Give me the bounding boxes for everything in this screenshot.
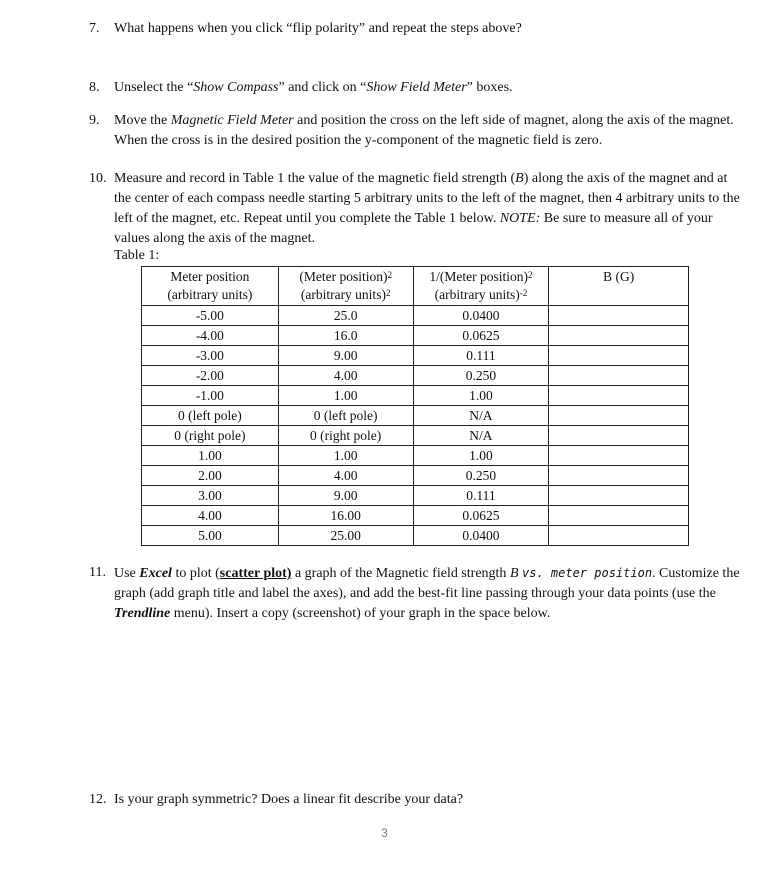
- table-cell: [549, 426, 689, 446]
- table-cell: 0.0400: [413, 526, 549, 546]
- table-cell: 16.0: [278, 326, 413, 346]
- question-text: What happens when you click “flip polarity” and repeat the steps above?: [114, 21, 522, 36]
- table-cell: 0.250: [413, 366, 549, 386]
- table-row: [142, 466, 689, 486]
- table-row: [142, 366, 689, 386]
- table-header-row: [142, 267, 689, 306]
- table-cell: 0.111: [413, 486, 549, 506]
- table-cell: 0.0625: [413, 326, 549, 346]
- question-number: 8.: [89, 80, 100, 95]
- table-cell: 0.111: [413, 346, 549, 366]
- header-inverse-square: 1/(Meter position)$^2$ (arbitrary units)$^{-2}$: [413, 267, 549, 306]
- table-cell: -4.00: [142, 326, 279, 346]
- note-label: NOTE:: [499, 211, 541, 226]
- table-cell: N/A: [413, 406, 549, 426]
- table-row: [142, 486, 689, 506]
- table-cell: -3.00: [142, 346, 279, 366]
- header-meter-position-squared: (Meter position)$^2$ (arbitrary units)$^2$: [278, 267, 413, 306]
- question-number: 11.: [89, 565, 106, 580]
- header-b-field: B (G): [549, 267, 689, 306]
- table-cell: [549, 526, 689, 546]
- show-field-meter-term: Show Field Meter: [366, 80, 467, 95]
- table-cell: 16.00: [278, 506, 413, 526]
- question-text: Use Excel to plot (scatter plot) a graph of the Magnetic field strength B vs. meter position. Customize the graph (add graph title and label the axes), and add the best-fit line passing through your data points (use the Trendline menu). Insert a copy (screenshot) of your graph in the space below.: [114, 566, 740, 621]
- table-cell: 5.00: [142, 526, 279, 546]
- table-row: [142, 306, 689, 326]
- table-cell: [549, 446, 689, 466]
- table-cell: -1.00: [142, 386, 279, 406]
- show-compass-term: Show Compass: [193, 80, 279, 95]
- excel-term: Excel: [139, 566, 172, 581]
- header-meter-position: Meter position (arbitrary units): [142, 267, 279, 306]
- table-cell: [549, 326, 689, 346]
- table-cell: [549, 386, 689, 406]
- table-row: [142, 426, 689, 446]
- question-text: Move the Magnetic Field Meter and position the cross on the left side of magnet, along the axis of the magnet. When the cross is in the desired position the y-component of the magnetic field is zero.: [114, 113, 734, 148]
- table-row: [142, 406, 689, 426]
- table-row: [142, 446, 689, 466]
- question-number: 12.: [89, 792, 107, 807]
- question-number: 7.: [89, 21, 100, 36]
- table-cell: N/A: [413, 426, 549, 446]
- table-cell: [549, 366, 689, 386]
- table-cell: 9.00: [278, 486, 413, 506]
- table-cell: 0.0400: [413, 306, 549, 326]
- trendline-term: Trendline: [114, 606, 171, 621]
- table-cell: 2.00: [142, 466, 279, 486]
- table-label: Table 1:: [114, 248, 160, 263]
- table-cell: 0 (left pole): [278, 406, 413, 426]
- question-number: 9.: [89, 113, 100, 128]
- table-cell: [549, 506, 689, 526]
- question-text: Measure and record in Table 1 the value of the magnetic field strength (B) along the axis of the magnet and at the center of each compass needle starting 5 arbitrary units to the left of the magnet, then 4 arbitrary units to the left of the magnet, etc. Repeat until you complete the Table 1 below. NOTE: Be sure to measure all of your values along the axis of the magnet.: [114, 171, 740, 246]
- data-table: [141, 266, 689, 546]
- table-cell: -2.00: [142, 366, 279, 386]
- table-cell: [549, 466, 689, 486]
- question-number: 10.: [89, 171, 107, 186]
- table-cell: 0.0625: [413, 506, 549, 526]
- table-row: [142, 346, 689, 366]
- table-cell: [549, 406, 689, 426]
- table-cell: [549, 306, 689, 326]
- table-cell: -5.00: [142, 306, 279, 326]
- table-cell: 0 (right pole): [142, 426, 279, 446]
- table-row: [142, 526, 689, 546]
- table-cell: 4.00: [278, 466, 413, 486]
- table-cell: [549, 486, 689, 506]
- table-cell: 0 (right pole): [278, 426, 413, 446]
- table-cell: 4.00: [142, 506, 279, 526]
- page-number: 3: [381, 826, 388, 840]
- table-cell: 1.00: [142, 446, 279, 466]
- table-row: [142, 386, 689, 406]
- table-cell: 1.00: [413, 386, 549, 406]
- table-cell: 25.00: [278, 526, 413, 546]
- table-cell: 1.00: [278, 446, 413, 466]
- table-row: [142, 506, 689, 526]
- table-cell: 3.00: [142, 486, 279, 506]
- table-cell: 1.00: [413, 446, 549, 466]
- scatter-plot-term: scatter plot): [219, 566, 292, 581]
- table-cell: 4.00: [278, 366, 413, 386]
- table-cell: 0.250: [413, 466, 549, 486]
- table-cell: [549, 346, 689, 366]
- table-cell: 0 (left pole): [142, 406, 279, 426]
- table-row: [142, 326, 689, 346]
- question-text: Unselect the “Show Compass” and click on “Show Field Meter” boxes.: [114, 80, 513, 95]
- table-cell: 9.00: [278, 346, 413, 366]
- table-cell: 25.0: [278, 306, 413, 326]
- table-cell: 1.00: [278, 386, 413, 406]
- question-text: Is your graph symmetric? Does a linear fit describe your data?: [114, 792, 464, 807]
- meter-name-term: Magnetic Field Meter: [170, 113, 294, 128]
